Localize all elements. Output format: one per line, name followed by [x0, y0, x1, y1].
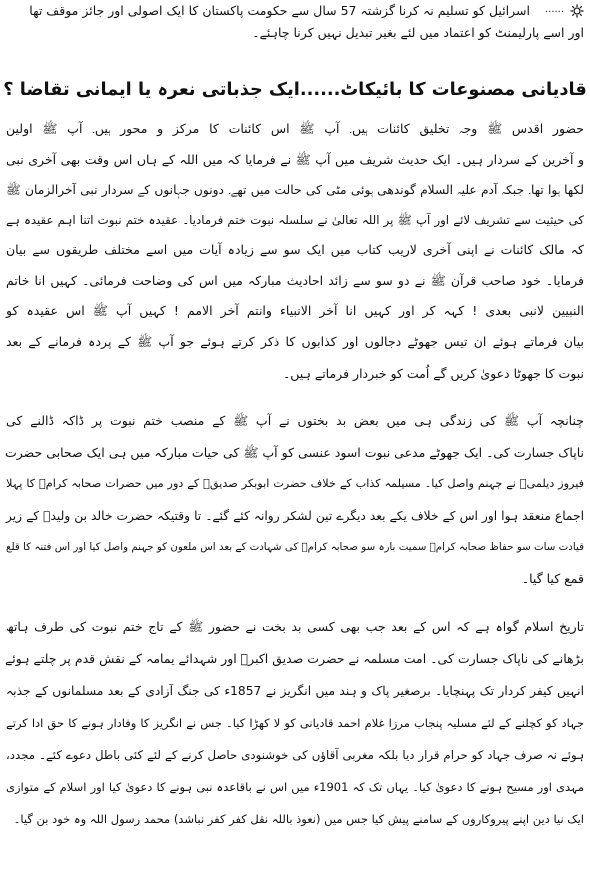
paragraph-line: بڑھانے کی ناپاک جسارت کی۔ امت مسلمہ نے حضرت صدیق اکبرؓ اور شہدائے یمامہ کے نقش قدم پر چلتے ہوئے [4, 651, 584, 666]
paragraph-line: کہ مالک کائنات نے اپنی آخری لاریب کتاب میں ایک سو سے زیادہ آیات میں اسے مختلف طریقوں سے بیان [6, 242, 584, 257]
paragraph-line: قمع کیا گیا۔ [521, 571, 584, 586]
intro-line-2: اور اسے پارلیمنٹ کو اعتماد میں لئے بغیر تبدیل نہیں کرنا چاہئے۔ [252, 25, 584, 40]
paragraph-line: ہوئے نہ صرف جہاد کو حرام قرار دیا بلکہ مغربی آقاؤں کی خوشنودی حاصل کرنے کے لئے کئی باطل دعوے کئے۔ مجدد، [6, 748, 584, 762]
paragraph-line: قیادت سات سو حفاظ صحابہ کرامؓ سمیت بارہ سو صحابہ کرامؓ کی شہادت کے بعد اس ملعون کو جہنم واصل کیا اور اس فتنہ کا قلع [6, 541, 584, 553]
paragraph-line: انہیں کیفر کردار تک پہنچایا۔ برصغیر پاک و ہند میں انگریز نے 1857ء کی جنگ آزادی کے بعد مسلمانوں کے جذبہ [6, 684, 584, 698]
paragraph-line: تاریخ اسلام گواہ ہے کہ اس کے بعد جب بھی کسی بد بخت نے حضور ﷺ کے تاج ختم نبوت کی طرف ہاتھ [6, 619, 584, 634]
paragraph-line: چنانچہ آپ ﷺ کی زندگی ہی میں بعض بد بختوں نے آپ ﷺ کے منصب ختم نبوت پر ڈاکہ ڈالنے کی [6, 413, 584, 428]
paragraph-line: و آخرین کے سردار ہیں۔ ایک حدیث شریف میں آپ ﷺ نے فرمایا کہ میں اللہ کے ہاں اس وقت بھی آخری نبی [6, 152, 584, 167]
paragraph-line: اجماع منعقد ہوا اور اس کے خلاف یکے بعد دیگرے تین لشکر روانہ کئے گئے۔ تا وقتیکہ حضرت خالد بن ولیدؓ کے زیر [6, 509, 584, 523]
paragraph-line: مہدی اور مسیح ہونے کا دعویٰ کیا۔ یہاں تک کہ 1901ء میں اس نے باقاعدہ نبی ہونے کا دعویٰ کیا اور اسلام کے متوازی [6, 780, 584, 794]
intro-line-1: اسرائیل کو تسلیم نہ کرنا گزشتہ 57 سال سے حکومت پاکستان کا ایک اصولی اور جائز موقف تھا [29, 3, 530, 18]
paragraph-line: ناپاک جسارت کی۔ ایک جھوٹے مدعی نبوت اسود عنسی کو آپ ﷺ کی حیات مبارکہ میں ہی ایک صحابی حضرت [5, 445, 584, 460]
paragraph-line: نبوت کا جھوٹا دعویٰ کریں گے اُمت کو خبردار فرماتے ہیں۔ [282, 366, 584, 381]
paragraph-line: جہاد کو کچلنے کے لئے مسلیہ پنجاب مرزا غلام احمد قادیانی کو لا کھڑا کیا۔ جس نے انگریز کا وفادار ہونے کا حق ادا کرتے [6, 716, 584, 730]
paragraph-line: بیان فرماتے ہوئے ان تیس جھوٹے دجالوں اور کذابوں کا ذکر کرتے ہوئے جو آپ ﷺ کے پردہ فرمانے کے بعد [6, 334, 584, 349]
paragraph-line: النبیین لانبی بعدی ! کہہ کر اور کہیں انا آخر الانبیاء وانتم آخر الامم ! کہیں آپ ﷺ اس عقیدہ کو [6, 303, 584, 318]
paragraph-line: ایک نیا دین اپنے پیروکاروں کے سامنے پیش کیا جس میں (نعوذ باللہ نقل کفر کفر نباشد) محمد رسول اللہ وہ خود بن گیا۔ [13, 812, 584, 826]
intro-dots: ...... [544, 4, 564, 15]
paragraph-line: کی حیثیت سے تشریف لائے اور آپ ﷺ پر اللہ تعالیٰ نے سلسلہ نبوت ختم فرمادیا۔ عقیدہ ختم نبوت اتنا اہم عقیدہ ہے [6, 213, 584, 227]
star-bullet-icon [570, 4, 584, 18]
paragraph-line: حضور اقدس ﷺ وجہ تخلیق کائنات ہیں۔ آپ ﷺ اس کائنات کا مرکز و محور ہیں۔ آپ ﷺ اولین [6, 121, 584, 136]
paragraph-line: فرمایا۔ خود صاحب قرآن ﷺ نے دو سو سے زائد احادیث مبارکہ میں اس کی وضاحت فرمائی۔ کہیں انا خاتم [6, 273, 584, 288]
paragraph-line: لکھا ہوا تھا۔ جبکہ آدم علیہ السلام گوندھی ہوئی مٹی کی حالت میں تھے۔ دونوں جہانوں کے سردار نبی آخرالزمان ﷺ [6, 183, 584, 197]
article-heading: قادیانی مصنوعات کا بائیکاٹ......ایک جذباتی نعرہ یا ایمانی تقاضا ؟ [3, 80, 587, 100]
paragraph-line: فیروز دیلمیؓ نے جہنم واصل کیا۔ مسیلمہ کذاب کے خلاف حضرت ابوبکر صدیقؓ کے دور میں حضرات صحابہ کرامؓ کا پہلا [6, 477, 584, 490]
